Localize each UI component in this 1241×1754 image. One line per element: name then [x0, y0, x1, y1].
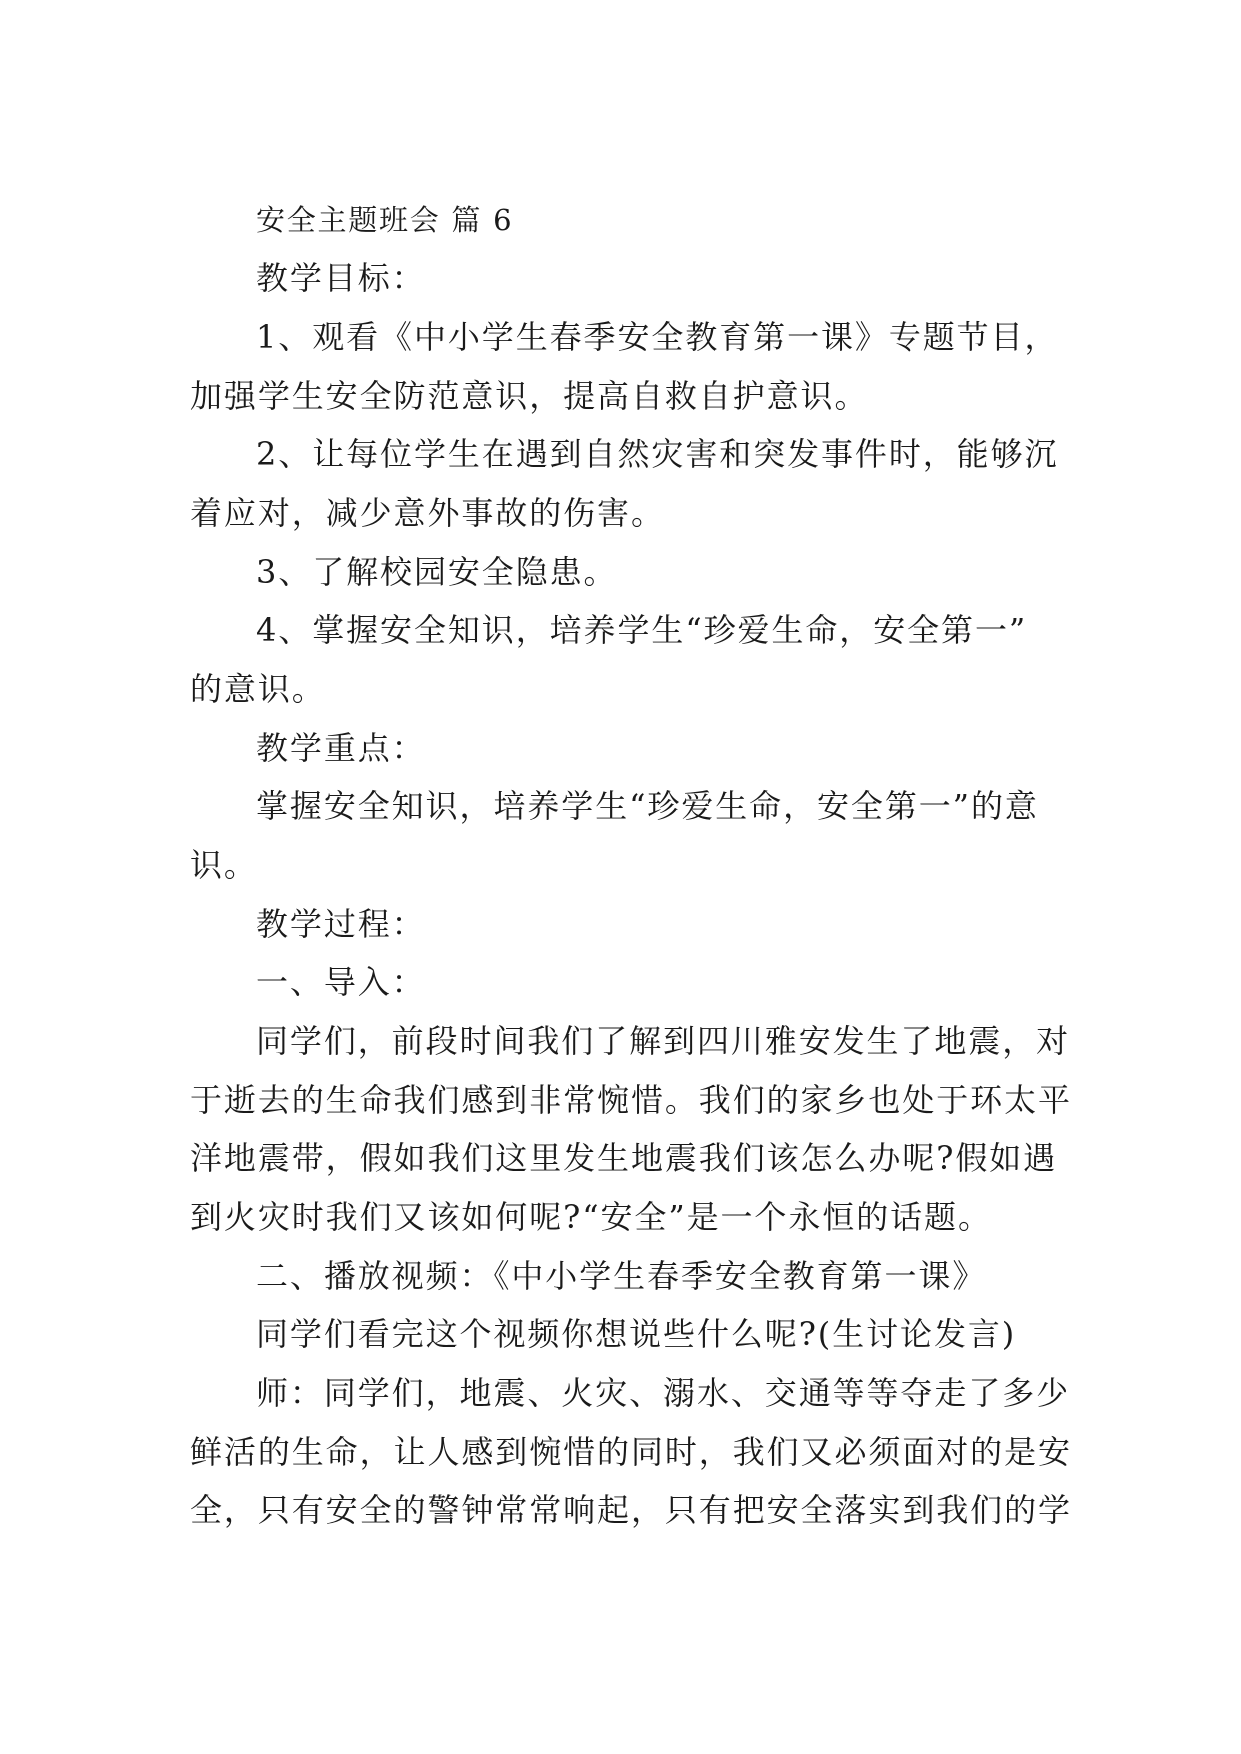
step-1-heading: 一、导入： — [256, 963, 426, 1001]
teacher-text-line-1: 师：同学们，地震、火灾、溺水、交通等等夺走了多少 — [256, 1374, 1071, 1412]
step-1-text-line-1: 同学们，前段时间我们了解到四川雅安发生了地震，对 — [256, 1022, 1071, 1060]
objective-4-line-1: 4、掌握安全知识，培养学生“珍爱生命，安全第一” — [256, 611, 1028, 649]
step-2-question: 同学们看完这个视频你想说些什么呢?(生讨论发言) — [256, 1315, 1017, 1353]
step-1-text-line-3: 洋地震带，假如我们这里发生地震我们该怎么办呢?假如遇 — [190, 1139, 1058, 1177]
focus-heading: 教学重点： — [256, 729, 426, 767]
objective-4-line-2: 的意识。 — [190, 670, 326, 708]
objective-1-line-2: 加强学生安全防范意识，提高自救自护意识。 — [190, 377, 869, 415]
document-title: 安全主题班会 篇 6 — [256, 203, 514, 237]
objective-3-line-1: 3、了解校园安全隐患。 — [256, 553, 618, 591]
step-1-text-line-4: 到火灾时我们又该如何呢?“安全”是一个永恒的话题。 — [190, 1198, 992, 1236]
teacher-text-line-2: 鲜活的生命，让人感到惋惜的同时，我们又必须面对的是安 — [190, 1433, 1072, 1471]
teacher-text-line-3: 全，只有安全的警钟常常响起，只有把安全落实到我们的学 — [190, 1491, 1072, 1529]
focus-text-line-2: 识。 — [190, 846, 258, 884]
step-2-heading: 二、播放视频：《中小学生春季安全教育第一课》 — [256, 1257, 987, 1295]
objective-2-line-2: 着应对，减少意外事故的伤害。 — [190, 494, 665, 532]
step-1-text-line-2: 于逝去的生命我们感到非常惋惜。我们的家乡也处于环太平 — [190, 1081, 1072, 1119]
focus-text-line-1: 掌握安全知识，培养学生“珍爱生命，安全第一”的意 — [256, 787, 1039, 825]
process-heading: 教学过程： — [256, 905, 426, 943]
objectives-heading: 教学目标： — [256, 259, 426, 297]
objective-2-line-1: 2、让每位学生在遇到自然灾害和突发事件时，能够沉 — [256, 435, 1059, 473]
objective-1-line-1: 1、观看《中小学生春季安全教育第一课》专题节目， — [256, 318, 1059, 356]
